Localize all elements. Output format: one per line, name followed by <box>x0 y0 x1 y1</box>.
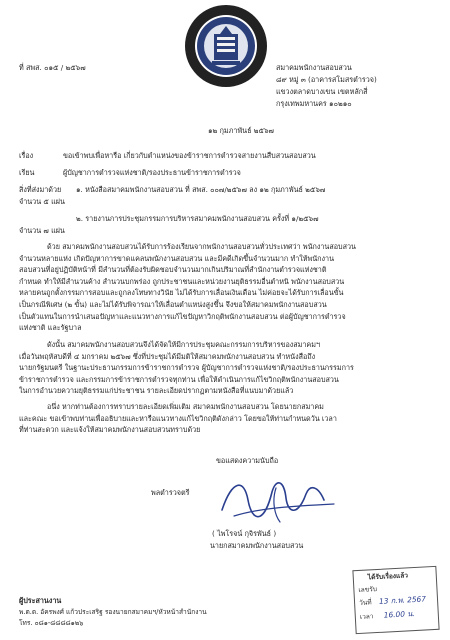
paragraph-1-line: เป็นตัวแทนในการนำเสนอปัญหาและแนวทางการแก้ไขปัญหาวิกฤติพนักงานสอบสวน ต่อผู้บัญชาการตำรวจ <box>19 311 346 321</box>
letter-date: ๑๒ กุมภาพันธ์ ๒๕๖๗ <box>208 126 274 135</box>
sender-address-line-4: กรุงเทพมหานคร ๑๐๒๑๐ <box>276 99 352 108</box>
subject-text: ขอเข้าพบเพื่อหารือ เกี่ยวกับตำแหน่งของข้าราชการตำรวจสายงานสืบสวนสอบสวน <box>63 151 316 160</box>
sender-address-line-3: แขวงตลาดบางเขน เขตหลักสี่ <box>276 87 368 96</box>
recipient-label: เรียน <box>19 168 35 177</box>
paragraph-3-line: อนึ่ง หากท่านต้องการทราบรายละเอียดเพิ่มเติม สมาคมพนักงานสอบสวน โดยนายกสมาคม <box>47 402 324 411</box>
paragraph-1-line: จำนวนหลายแห่ง เกิดปัญหาการขาดแคลนพนักงานสอบสวน และมีคดีเกิดขึ้นจำนวนมาก ทำให้พนักงาน <box>19 253 334 263</box>
paragraph-1-line: ด้วย สมาคมพนักงานสอบสวนได้รับการร้องเรียนจากพนักงานสอบสวนทั่วประเทศว่า พนักงานสอบสวน <box>47 242 356 251</box>
attachments-label: สิ่งที่ส่งมาด้วย <box>19 185 62 194</box>
attachment-2-text: ๒. รายงานการประชุมกรรมการบริหารสมาคมพนักงานสอบสวน ครั้งที่ ๑/๒๕๖๗ <box>76 214 319 223</box>
sender-address-line-1: สมาคมพนักงานสอบสวน <box>276 63 352 72</box>
paragraph-2-line: ดังนั้น สมาคมพนักงานสอบสวนจึงได้จัดให้มีการประชุมคณะกรรมการบริหารของสมาคมฯ <box>47 340 321 349</box>
attachment-2-count: จำนวน ๗ แผ่น <box>19 226 65 235</box>
handwritten-signature <box>214 470 344 532</box>
attachment-1-text: ๑. หนังสือสมาคมพนักงานสอบสวน ที่ สพส. ๐๐๗/๒๕๖๗ ลง ๑๒ กุมภาพันธ์ ๒๕๖๗ <box>76 185 326 194</box>
paragraph-3-line: ที่ท่านสะดวก และแจ้งให้สมาคมพนักงานสอบสวนทราบด้วย <box>19 425 201 435</box>
stamp-date-value: 13 ก.พ. 2567 <box>378 594 427 606</box>
paragraph-1 <box>19 241 356 334</box>
signer-title: นายกสมาคมพนักงานสอบสวน <box>210 541 304 550</box>
contact-phone: โทร. ๐๘๑-๘๘๘๘๑๒๖ <box>19 619 84 627</box>
paragraph-2-line: ในการอำนวยความยุติธรรมแก่ประชาชน รายละเอียดปรากฏตามหนังสือที่แนบมาด้วยแล้ว <box>19 386 294 396</box>
stamp-date-label: วันที่ <box>358 598 372 607</box>
paragraph-3 <box>19 401 337 436</box>
association-seal-logo <box>184 4 268 88</box>
paragraph-1-line: หลายคนถูกตั้งกรรมการสอบและถูกลงโทษทางวินัย ไม่ได้รับการเลื่อนเงินเดือน ไม่ค่อยจะได้รับการเลื่อนขั้น <box>19 288 344 298</box>
paragraph-2-line: ข้าราชการตำรวจ และกรรมการข้าราชการตำรวจทุกท่าน เพื่อให้ดำเนินการแก้ไขวิกฤติพนักงานสอบสวน <box>19 374 339 384</box>
paragraph-2 <box>19 339 354 397</box>
stamp-time-label: เวลา <box>359 612 374 621</box>
paragraph-1-line: แห่งชาติ และรัฐบาล <box>19 323 82 333</box>
document-number: ที่ สพส. ๐๑๕ / ๒๕๖๗ <box>19 63 86 72</box>
paragraph-1-line: เป็นกรณีพิเศษ (๒ ขั้น) และไม่ได้รับพิจารณาให้เลื่อนตำแหน่งสูงขึ้น จึงขอให้สมาคมพนักงานสอบสวน <box>19 299 327 309</box>
recipient-text: ผู้บัญชาการตำรวจแห่งชาติ/รองประธานข้าราชการตำรวจ <box>63 168 241 177</box>
sender-address-line-2: ๘๙ หมู่ ๓ (อาคารสโมสรตำรวจ) <box>276 75 377 84</box>
paragraph-3-line: และคณะ ขอเข้าพบท่านเพื่ออธิบายและหารือแนวทางแก้ไขวิกฤติดังกล่าว โดยขอให้ท่านกำหนดวัน เวลา <box>19 413 337 423</box>
contact-label: ผู้ประสานงาน <box>19 596 62 605</box>
stamp-title: ได้รับเรื่องแล้ว <box>367 571 409 582</box>
signer-name: ( ไพโรจน์ กุจิรพันธ์ ) <box>212 529 277 538</box>
paragraph-1-line: กำหนด ทำให้มีสำนวนค้าง สำนวนบกพร่อง ถูกประชาชนและหน่วยงานยุติธรรมอื่นตำหนิ พนักงานสอบสวน <box>19 276 345 286</box>
subject-label: เรื่อง <box>19 151 34 160</box>
attachment-1-count: จำนวน ๕ แผ่น <box>19 197 65 206</box>
paragraph-2-line: เมื่อวันพฤหัสบดีที่ ๔ มกราคม ๒๕๖๗ ซึ่งที่ประชุมได้มีมติให้สมาคมพนักงานสอบสวน ทำหนังสือถึง <box>19 351 316 361</box>
paragraph-1-line: สอบสวนที่อยู่ปฏิบัติหน้าที่ มีสำนวนที่ต้องรับผิดชอบจำนวนมากเกินปริมาณที่สำนักงานตำรวจแห่งชาติ <box>19 265 327 275</box>
contact-name: พ.ต.ต. อัครพงศ์ แก้วประเสริฐ รองนายกสมาคมฯ/หัวหน้าสำนักงาน <box>19 608 207 616</box>
paragraph-2-line: นายกรัฐมนตรี ในฐานะประธานกรรมการข้าราชการตำรวจ ผู้บัญชาการตำรวจแห่งชาติ/รองประธานกรรมการ <box>19 363 354 373</box>
stamp-time-value: 16.00 น. <box>383 609 415 620</box>
receipt-stamp <box>352 566 439 634</box>
closing-salutation: ขอแสดงความนับถือ <box>216 456 279 465</box>
signer-rank: พลตำรวจตรี <box>151 488 190 497</box>
stamp-reg-label: เลขรับ <box>358 584 378 594</box>
